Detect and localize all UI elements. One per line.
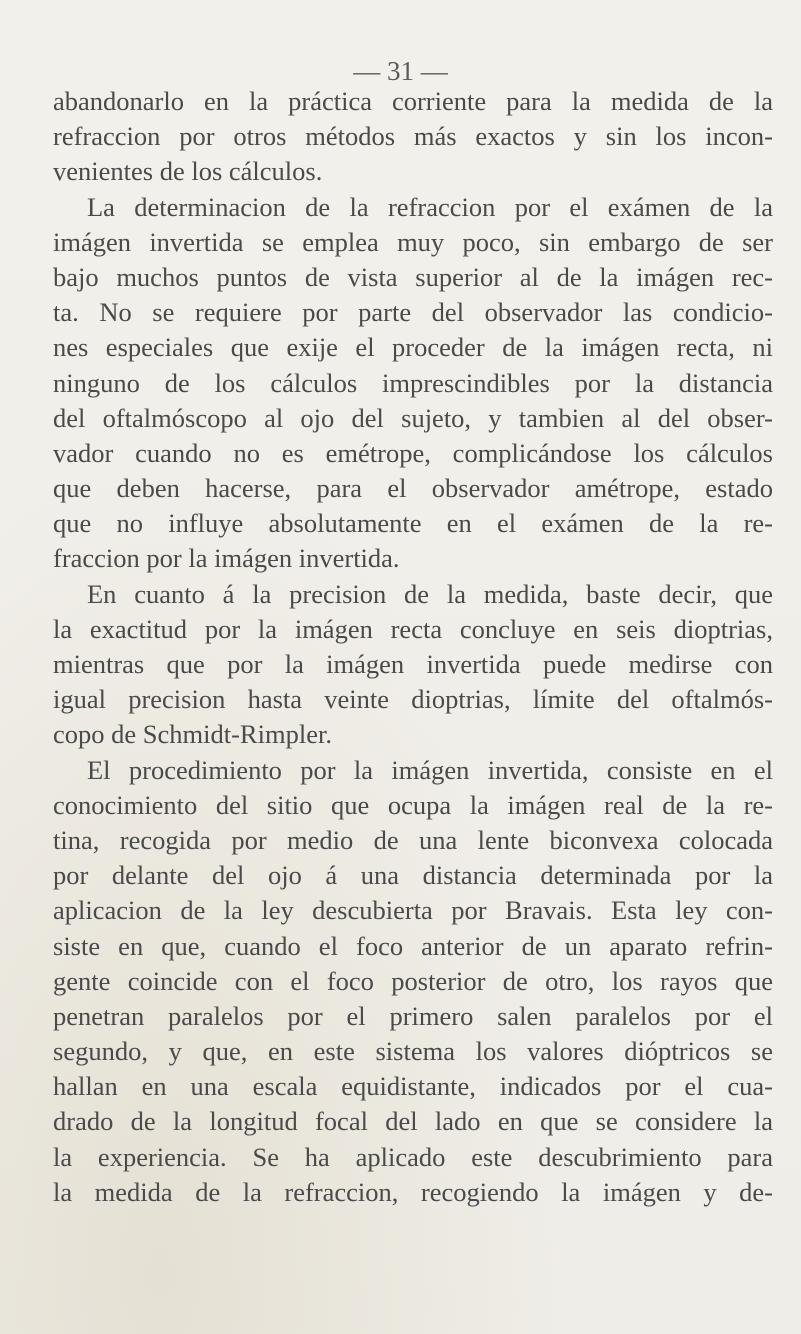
text-line: la exactitud por la imágen recta concluye en seis dioptrias,	[53, 613, 773, 644]
text-line: que deben hacerse, para el observador amétrope, estado	[53, 473, 773, 504]
text-line: copo de Schmidt-Rimpler.	[53, 719, 332, 750]
text-line: drado de la longitud focal del lado en que se considere la	[53, 1106, 773, 1137]
text-line: La determinacion de la refraccion por el exámen de la	[87, 191, 773, 222]
text-line: ta. No se requiere por parte del observador las condicio-	[53, 297, 773, 328]
text-line: abandonarlo en la práctica corriente para la medida de la	[53, 86, 773, 116]
text-line: hallan en una escala equidistante, indicados por el cua-	[53, 1071, 773, 1102]
text-line: la medida de la refraccion, recogiendo la imágen y de-	[53, 1176, 773, 1207]
text-line: refraccion por otros métodos más exactos y sin los incon-	[53, 121, 773, 152]
page-number: — 31 —	[353, 56, 448, 86]
paragraph	[53, 190, 773, 577]
text-line: venientes de los cálculos.	[53, 156, 323, 187]
text-line: imágen invertida se emplea muy poco, sin embargo de ser	[53, 226, 773, 257]
text-line: bajo muchos puntos de vista superior al de la imágen rec-	[53, 261, 773, 292]
text-line: El procedimiento por la imágen invertida, consiste en el	[87, 754, 773, 785]
text-line: igual precision hasta veinte dioptrias, límite del oftalmós-	[53, 684, 773, 715]
paragraph	[53, 577, 773, 753]
text-line: conocimiento del sitio que ocupa la imágen real de la re-	[53, 789, 773, 820]
text-line: tina, recogida por medio de una lente biconvexa colocada	[53, 824, 773, 855]
text-line: del oftalmóscopo al ojo del sujeto, y tambien al del obser-	[53, 402, 773, 433]
text-line: fraccion por la imágen invertida.	[53, 543, 400, 574]
body-text	[53, 84, 773, 1210]
paragraph	[53, 84, 773, 190]
paragraph	[53, 753, 773, 1210]
text-line: En cuanto á la precision de la medida, baste decir, que	[87, 578, 773, 609]
text-line: la experiencia. Se ha aplicado este descubrimiento para	[53, 1141, 773, 1172]
text-line: penetran paralelos por el primero salen paralelos por el	[53, 1000, 773, 1031]
text-line: siste en que, cuando el foco anterior de un aparato refrin-	[53, 930, 773, 961]
text-line: mientras que por la imágen invertida puede medirse con	[53, 649, 773, 679]
text-line: que no influye absolutamente en el exámen de la re-	[53, 508, 773, 539]
text-line: nes especiales que exije el proceder de la imágen recta, ni	[53, 332, 773, 363]
text-line: aplicacion de la ley descubierta por Bravais. Esta ley con-	[53, 895, 773, 926]
text-line: vador cuando no es emétrope, complicándose los cálculos	[53, 437, 773, 468]
text-line: segundo, y que, en este sistema los valores dióptricos se	[53, 1036, 773, 1067]
text-line: gente coincide con el foco posterior de otro, los rayos que	[53, 965, 773, 996]
text-line: por delante del ojo á una distancia determinada por la	[53, 860, 773, 891]
text-line: ninguno de los cálculos imprescindibles por la distancia	[53, 367, 773, 398]
